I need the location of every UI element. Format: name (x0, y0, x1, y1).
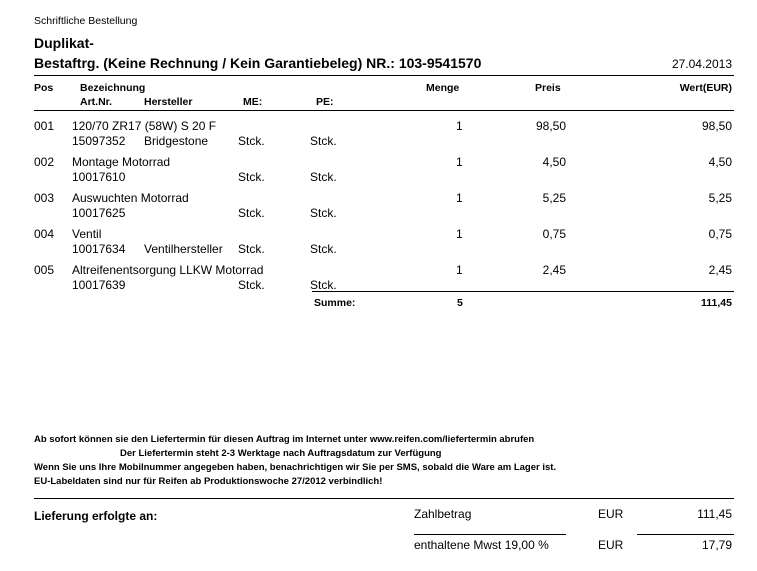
item-artnr: 15097352 (72, 134, 126, 148)
item-description: Ventil (72, 227, 102, 241)
col-header-bezeichnung: Bezeichnung (80, 82, 146, 94)
item-preis: 5,25 (542, 191, 566, 205)
document-small-title: Schriftliche Bestellung (34, 15, 138, 27)
col-header-hersteller: Hersteller (144, 96, 193, 108)
item-menge: 1 (456, 263, 463, 277)
item-me: Stck. (238, 242, 265, 256)
item-wert: 5,25 (708, 191, 732, 205)
item-pos: 004 (34, 227, 55, 241)
zahlbetrag-value: 111,45 (697, 507, 732, 521)
mwst-label: enthaltene Mwst 19,00 % (414, 538, 549, 552)
lieferung-label: Lieferung erfolgte an: (34, 509, 158, 523)
item-artnr: 10017610 (72, 170, 126, 184)
item-preis: 4,50 (542, 155, 566, 169)
item-description: 120/70 ZR17 (58W) S 20 F (72, 119, 217, 133)
item-artnr: 10017634 (72, 242, 126, 256)
col-header-me: ME: (243, 96, 263, 108)
item-hersteller: Bridgestone (144, 134, 209, 148)
document-heading-duplikat: Duplikat- (34, 35, 94, 51)
item-pe: Stck. (310, 206, 337, 220)
mwst-value: 17,79 (701, 538, 732, 552)
item-pe: Stck. (310, 242, 337, 256)
note-liefertermin-online: Ab sofort können sie den Liefertermin für diesen Auftrag im Internet unter www.reifen.com/liefertermin abrufen (34, 434, 535, 445)
note-liefertermin-werktage: Der Liefertermin steht 2-3 Werktage nach Auftragsdatum zur Verfügung (120, 448, 442, 459)
item-me: Stck. (238, 170, 265, 184)
sum-menge: 5 (457, 297, 463, 309)
item-menge: 1 (456, 155, 463, 169)
item-pos: 001 (34, 119, 55, 133)
col-header-preis: Preis (535, 82, 561, 94)
item-preis: 98,50 (535, 119, 566, 133)
header-divider (34, 75, 734, 76)
item-pe: Stck. (310, 278, 337, 292)
item-pe: Stck. (310, 134, 337, 148)
col-header-pe: PE: (316, 96, 334, 108)
note-sms: Wenn Sie uns Ihre Mobilnummer angegeben haben, benachrichtigen wir Sie per SMS, sobald die Ware am Lager ist. (34, 462, 557, 473)
mwst-underline-left (414, 534, 566, 535)
item-pe: Stck. (310, 170, 337, 184)
mwst-underline-right (637, 534, 734, 535)
col-header-menge: Menge (426, 82, 460, 94)
sum-wert: 111,45 (701, 297, 732, 309)
zahlbetrag-label: Zahlbetrag (414, 507, 472, 521)
item-preis: 2,45 (542, 263, 566, 277)
item-pos: 002 (34, 155, 55, 169)
item-wert: 2,45 (708, 263, 732, 277)
item-preis: 0,75 (542, 227, 566, 241)
zahlbetrag-currency: EUR (598, 507, 624, 521)
item-me: Stck. (238, 278, 265, 292)
table-header-divider (34, 110, 734, 111)
sum-label: Summe: (314, 297, 356, 309)
item-pos: 003 (34, 191, 55, 205)
item-hersteller: Ventilhersteller (144, 242, 223, 256)
mwst-currency: EUR (598, 538, 624, 552)
item-wert: 4,50 (708, 155, 732, 169)
note-eu-label: EU-Labeldaten sind nur für Reifen ab Produktionswoche 27/2012 verbindlich! (34, 476, 383, 487)
item-pos: 005 (34, 263, 55, 277)
item-wert: 0,75 (708, 227, 732, 241)
item-me: Stck. (238, 134, 265, 148)
sum-divider (312, 291, 734, 292)
item-me: Stck. (238, 206, 265, 220)
item-menge: 1 (456, 119, 463, 133)
item-wert: 98,50 (701, 119, 732, 133)
item-artnr: 10017639 (72, 278, 126, 292)
item-menge: 1 (456, 191, 463, 205)
document-date: 27.04.2013 (671, 57, 732, 71)
item-description: Altreifenentsorgung LLKW Motorrad (72, 263, 264, 277)
col-header-artnr: Art.Nr. (80, 96, 113, 108)
document-heading-order: Bestaftrg. (Keine Rechnung / Kein Garantiebeleg) NR.: 103-9541570 (34, 55, 482, 71)
col-header-pos: Pos (34, 82, 54, 94)
item-description: Auswuchten Motorrad (72, 191, 189, 205)
item-artnr: 10017625 (72, 206, 126, 220)
item-menge: 1 (456, 227, 463, 241)
col-header-wert: Wert(EUR) (679, 82, 732, 94)
item-description: Montage Motorrad (72, 155, 171, 169)
footer-divider (34, 498, 734, 499)
